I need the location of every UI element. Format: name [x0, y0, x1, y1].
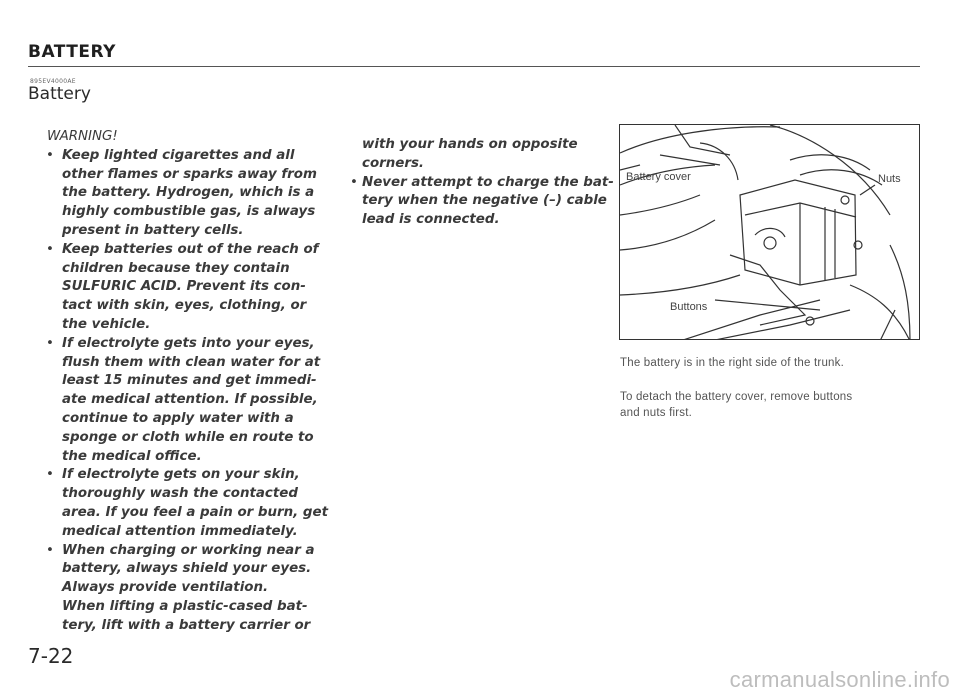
text-line: tact with skin, eyes, clothing, or [62, 298, 307, 314]
text-line: other flames or sparks away from [62, 166, 317, 182]
text-line: present in battery cells. [62, 222, 244, 238]
text-line: flush them with clean water for at [62, 354, 321, 370]
text-line: lead is connected. [362, 212, 500, 228]
document-code: 895EV4000AE [30, 78, 76, 85]
text-line: battery, always shield your eyes. [62, 561, 312, 577]
text-line: ate medical attention. If possible, [62, 392, 318, 408]
text-line: thoroughly wash the contacted [62, 486, 298, 502]
text-line: children because they contain [62, 260, 290, 276]
battery-drawing [620, 125, 920, 340]
text-line: sponge or cloth while en route to [62, 429, 314, 445]
text-line: medical attention immediately. [62, 523, 298, 539]
warning-item [48, 466, 343, 541]
nuts-label: Nuts [878, 173, 901, 185]
text-line: • Keep batteries out of the reach of [62, 241, 319, 257]
warning-item [348, 174, 628, 230]
warning-item [48, 335, 343, 467]
buttons-label: Buttons [670, 301, 708, 313]
warning-item [48, 147, 343, 241]
text-line: area. If you feel a pain or burn, get [62, 504, 328, 520]
footer-watermark: carmanualsonline.info [729, 667, 950, 692]
battery-illustration [619, 124, 920, 340]
text-line: tery when the negative (–) cable [362, 193, 607, 209]
text-line: the vehicle. [62, 316, 151, 332]
warning-continued-column [348, 136, 628, 230]
text-line: the medical office. [62, 448, 202, 464]
text-line: continue to apply water with a [62, 410, 294, 426]
text-line: SULFURIC ACID. Prevent its con- [62, 279, 306, 295]
text-line: • If electrolyte gets on your skin, [62, 467, 300, 483]
text-line: highly combustible gas, is always [62, 204, 316, 220]
caption-detach-line-2: and nuts first. [620, 407, 693, 419]
section-title: BATTERY [28, 42, 116, 62]
text-line: • Never attempt to charge the bat- [362, 174, 614, 190]
text-line: tery, lift with a battery carrier or [62, 617, 311, 633]
text-line: • If electrolyte gets into your eyes, [62, 335, 315, 351]
battery-cover-label: Battery cover [626, 171, 691, 183]
text-line: Always provide ventilation. [62, 580, 269, 596]
warning-list [48, 147, 343, 636]
warning-list [348, 174, 628, 230]
caption-detach-line-1: To detach the battery cover, remove buttons [620, 391, 853, 403]
page-heading: Battery [28, 84, 91, 104]
text-line: • When charging or working near a [62, 542, 315, 558]
text-line: with your hands on opposite [362, 137, 578, 152]
caption-battery-location: The battery is in the right side of the trunk. [620, 357, 844, 369]
warning-column [48, 128, 343, 636]
text-line: • Keep lighted cigarettes and all [62, 147, 295, 163]
warning-item [48, 241, 343, 335]
text-line: least 15 minutes and get immedi- [62, 373, 317, 389]
text-line: the battery. Hydrogen, which is a [62, 185, 315, 201]
warning-title: WARNING! [47, 129, 118, 144]
text-line: corners. [362, 155, 425, 171]
warning-item [48, 542, 343, 636]
page-number: 7-22 [28, 644, 74, 668]
header-rule [28, 66, 920, 67]
text-line: When lifting a plastic-cased bat- [62, 598, 308, 614]
